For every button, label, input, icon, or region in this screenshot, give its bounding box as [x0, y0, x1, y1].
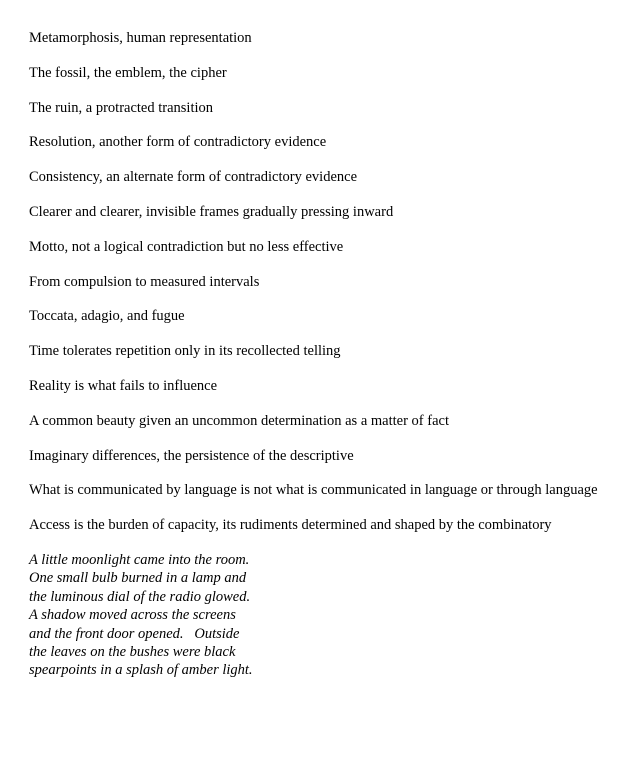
poem-line: the leaves on the bushes were black [29, 643, 236, 660]
document-body [29, 29, 609, 680]
paragraph: Clearer and clearer, invisible frames gradually pressing inward [29, 203, 394, 220]
paragraph: Resolution, another form of contradictory evidence [29, 134, 327, 151]
poem-line: A shadow moved across the screens [29, 607, 236, 624]
paragraph: The ruin, a protracted transition [29, 99, 214, 116]
paragraph: The fossil, the emblem, the cipher [29, 64, 227, 81]
paragraph: Metamorphosis, human representation [29, 30, 252, 46]
poem-line: A little moonlight came into the room. [29, 551, 250, 568]
paragraph: Motto, not a logical contradiction but no less effective [29, 238, 344, 255]
paragraph: A common beauty given an uncommon determination as a matter of fact [29, 412, 449, 429]
paragraph: What is communicated by language is not what is communicated in language or through language [29, 482, 598, 499]
poem-line: spearpoints in a splash of amber light. [29, 662, 253, 679]
paragraph: Consistency, an alternate form of contradictory evidence [29, 169, 357, 186]
poem-line: the luminous dial of the radio glowed. [29, 588, 251, 605]
paragraph: Time tolerates repetition only in its recollected telling [29, 343, 341, 360]
poem-line: and the front door opened. Outside [29, 625, 240, 642]
poem-stanza [29, 551, 609, 680]
paragraph: Reality is what fails to influence [29, 377, 218, 394]
paragraph: From compulsion to measured intervals [29, 273, 260, 290]
poem-line: One small bulb burned in a lamp and [29, 570, 247, 587]
paragraph: Access is the burden of capacity, its rudiments determined and shaped by the combinatory [29, 517, 552, 534]
paragraph: Toccata, adagio, and fugue [29, 308, 185, 325]
paragraph: Imaginary differences, the persistence of the descriptive [29, 447, 354, 464]
